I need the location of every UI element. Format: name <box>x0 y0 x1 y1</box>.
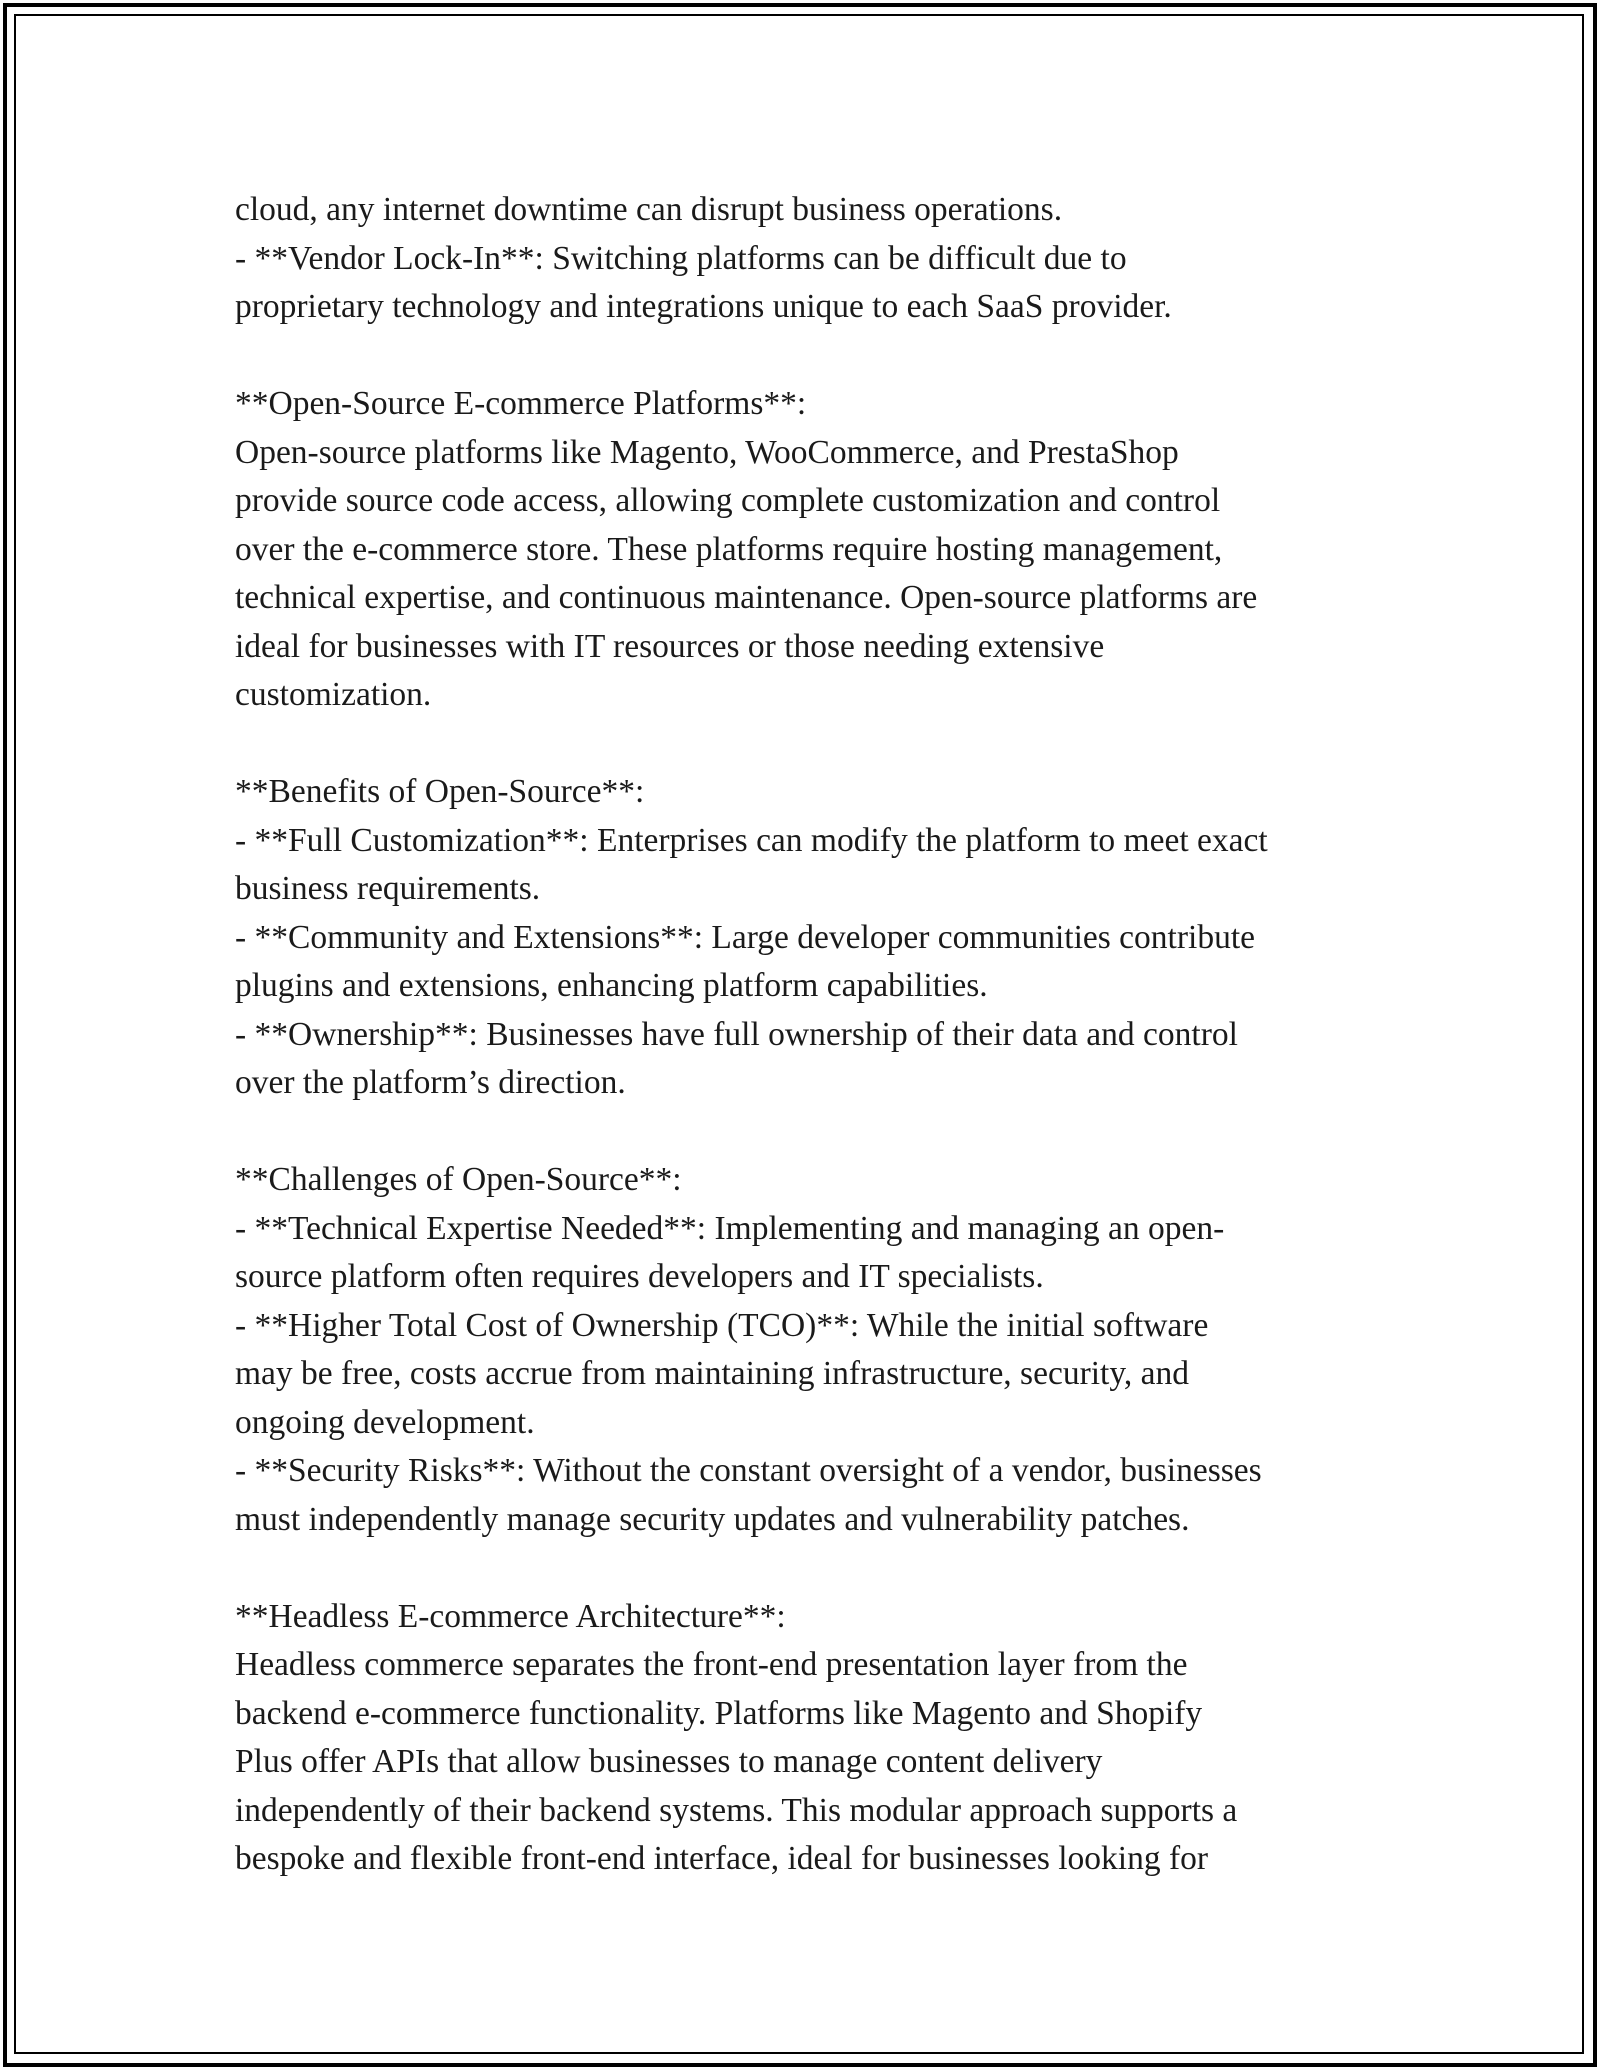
document-body <box>235 186 1395 1884</box>
text-line: source platform often requires developers and IT specialists. <box>235 1258 1044 1295</box>
text-line: technical expertise, and continuous maintenance. Open-source platforms are <box>235 579 1258 616</box>
blank-line <box>235 720 1395 769</box>
text-line: - **Technical Expertise Needed**: Implementing and managing an open- <box>235 1209 1225 1247</box>
text-line: Open-source platforms like Magento, WooCommerce, and PrestaShop <box>235 433 1179 471</box>
text-line: bespoke and flexible front-end interface, ideal for businesses looking for <box>235 1840 1209 1877</box>
text-line: cloud, any internet downtime can disrupt business operations. <box>235 191 1063 228</box>
text-line: - **Security Risks**: Without the constant oversight of a vendor, businesses <box>235 1452 1262 1489</box>
text-line: business requirements. <box>235 870 541 907</box>
text-line: - **Ownership**: Businesses have full ownership of their data and control <box>235 1015 1238 1053</box>
text-line: over the platform’s direction. <box>235 1064 626 1101</box>
text-line: backend e-commerce functionality. Platforms like Magento and Shopify <box>235 1694 1203 1732</box>
section-heading: **Headless E-commerce Architecture**: <box>235 1597 786 1635</box>
text-line: provide source code access, allowing complete customization and control <box>235 482 1221 519</box>
text-line: ongoing development. <box>235 1403 535 1441</box>
blank-line <box>235 332 1395 381</box>
section-heading: **Challenges of Open-Source**: <box>235 1161 682 1198</box>
section-heading: **Benefits of Open-Source**: <box>235 773 645 810</box>
text-line: - **Full Customization**: Enterprises can modify the platform to meet exact <box>235 821 1268 859</box>
text-line: - **Vendor Lock-In**: Switching platforms can be difficult due to <box>235 239 1127 277</box>
blank-line <box>235 1544 1395 1593</box>
text-line: must independently manage security updates and vulnerability patches. <box>235 1500 1190 1538</box>
section-heading: **Open-Source E-commerce Platforms**: <box>235 385 807 422</box>
text-line: ideal for businesses with IT resources or those needing extensive <box>235 627 1105 665</box>
blank-line <box>235 1108 1395 1157</box>
text-line: Headless commerce separates the front-end presentation layer from the <box>235 1646 1188 1683</box>
text-line: may be free, costs accrue from maintaining infrastructure, security, and <box>235 1355 1190 1392</box>
text-line: plugins and extensions, enhancing platform capabilities. <box>235 967 988 1004</box>
text-line: proprietary technology and integrations unique to each SaaS provider. <box>235 288 1172 325</box>
text-line: Plus offer APIs that allow businesses to manage content delivery <box>235 1743 1103 1780</box>
text-line: - **Higher Total Cost of Ownership (TCO)**: While the initial software <box>235 1306 1209 1344</box>
text-line: independently of their backend systems. This modular approach supports a <box>235 1791 1238 1829</box>
text-line: customization. <box>235 676 432 713</box>
text-line: over the e-commerce store. These platforms require hosting management, <box>235 530 1223 568</box>
text-line: - **Community and Extensions**: Large developer communities contribute <box>235 918 1255 956</box>
